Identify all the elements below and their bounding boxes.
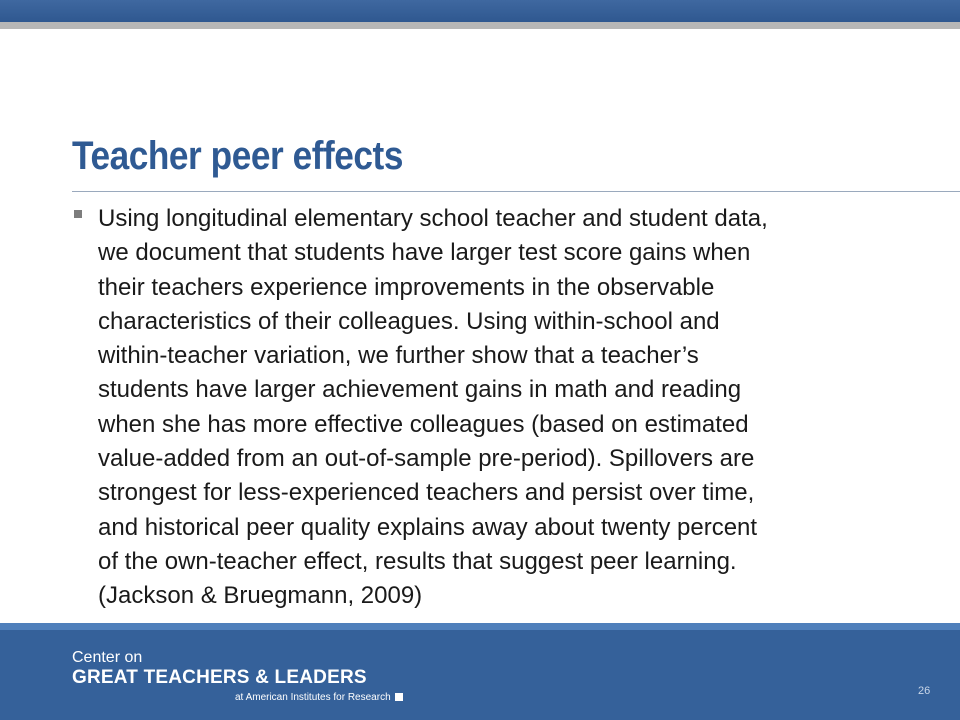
bullet-line: their teachers experience improvements in the observable (98, 273, 715, 301)
top-bar (0, 0, 960, 22)
organization-logo (72, 649, 391, 703)
page-number: 26 (918, 685, 931, 697)
bullet-line: strongest for less-experienced teachers and persist over time, (98, 479, 755, 507)
footer-accent-rule (0, 623, 960, 630)
slide-title: Teacher peer effects (72, 134, 403, 178)
logo-line-center-on: Center on (72, 649, 143, 666)
title-divider (72, 191, 960, 192)
square-bullet-icon (74, 210, 82, 218)
bullet-line: when she has more effective colleagues (based on estimated (98, 410, 749, 438)
logo-square-icon (395, 693, 403, 701)
bullet-line: Using longitudinal elementary school teacher and student data, (98, 205, 768, 232)
bullet-line: and historical peer quality explains away about twenty percent (98, 513, 758, 541)
bullet-line: we document that students have larger test score gains when (98, 239, 751, 267)
bullet-line: students have larger achievement gains in math and reading (98, 376, 742, 404)
logo-air-text: at American Institutes for Research (235, 692, 391, 703)
bullet-line: characteristics of their colleagues. Using within-school and (98, 307, 720, 335)
bullet-text (98, 202, 932, 614)
logo-line-great-teachers: GREAT TEACHERS & LEADERS (72, 667, 367, 688)
logo-line-air (235, 692, 403, 704)
bullet-line: value-added from an out-of-sample pre-period). Spillovers are (98, 445, 755, 473)
bullet-line: of the own-teacher effect, results that suggest peer learning. (98, 547, 737, 575)
bullet-line: within-teacher variation, we further show that a teacher’s (98, 342, 699, 370)
top-rule (0, 22, 960, 29)
bullet-line: (Jackson & Bruegmann, 2009) (98, 582, 423, 610)
